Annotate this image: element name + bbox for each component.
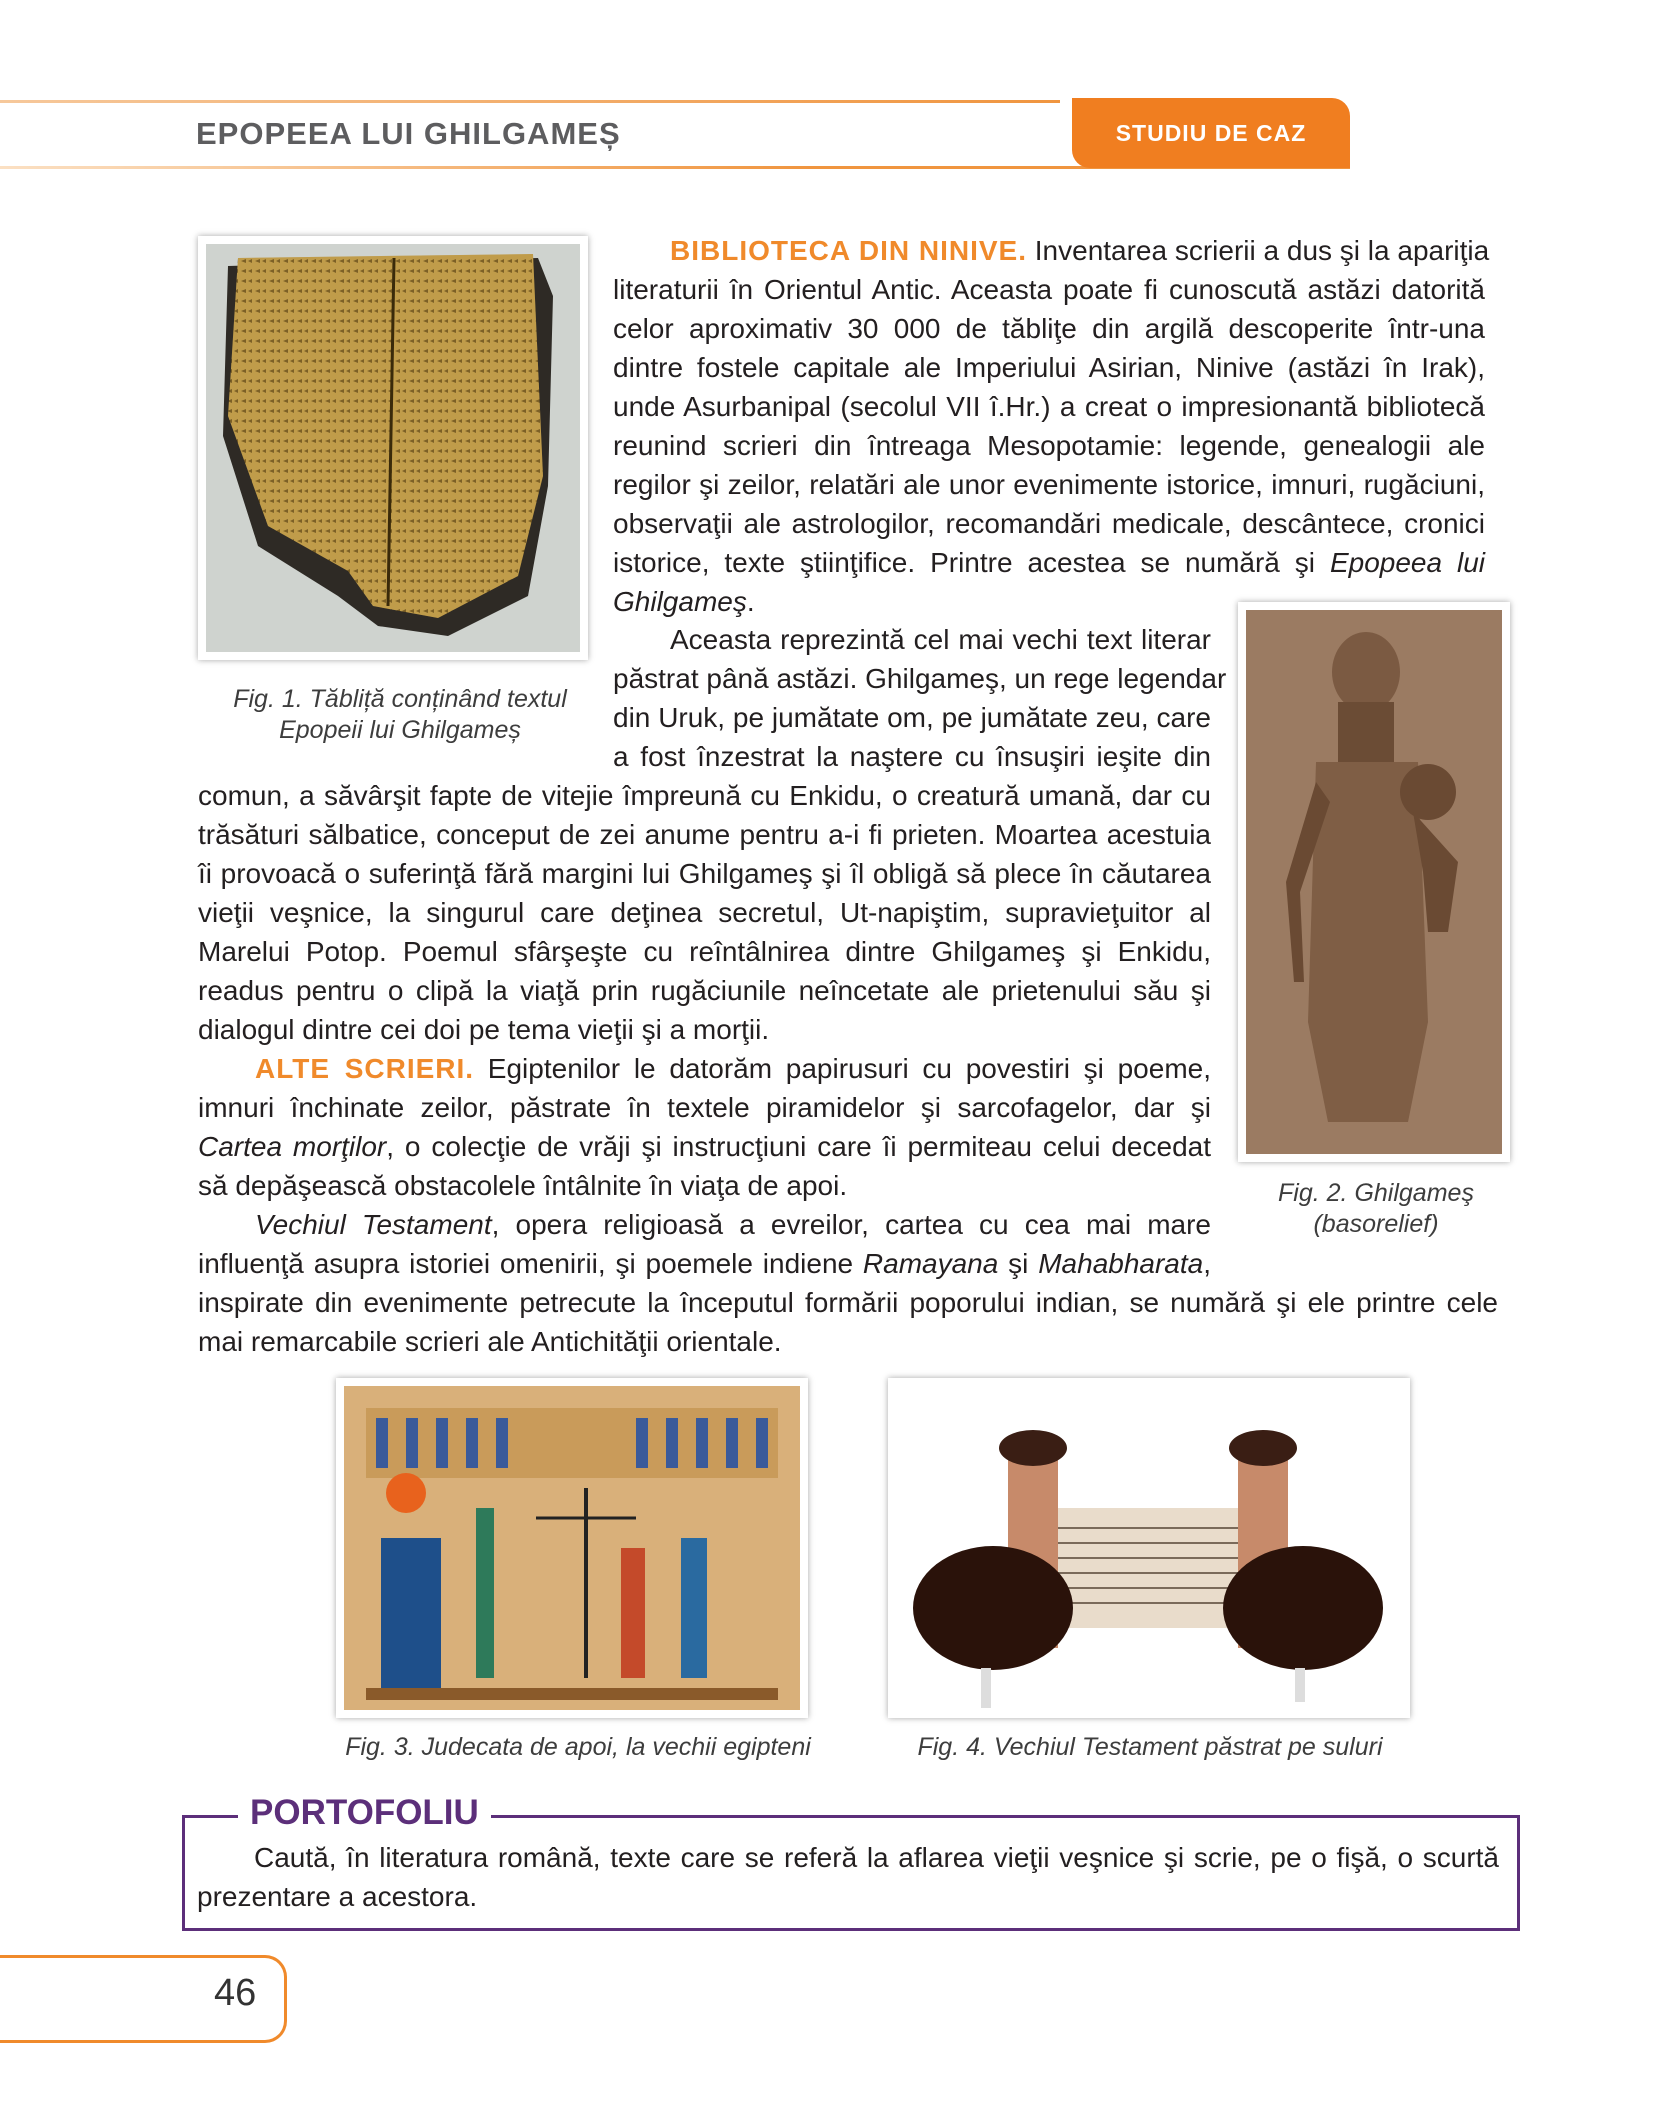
alte-line: să depăşească obstacolele întâlnite în viaţa de apoi. <box>198 1170 848 1201</box>
vt-line-2: influenţă asupra istoriei omenirii, şi poemele indiene Ramayana şi Mahabharata, <box>198 1248 1212 1279</box>
fig4-caption: Fig. 4. Vechiul Testament păstrat pe suluri <box>917 1733 1383 1761</box>
portofoliu-title: PORTOFOLIU <box>238 1792 491 1834</box>
alte-line: imnuri închinate zeilor, păstrate în textele piramidelor şi sarcofagelor, dar şi <box>198 1092 1211 1123</box>
para2-line: dialogul dintre cei doi pe tema vieţii şi a morţii. <box>198 1014 770 1045</box>
para2-line: îi provoacă o suferinţă fără margini lui Ghilgameş şi îl obligă să plece în căutarea <box>198 858 1211 889</box>
case-study-tag: STUDIU DE CAZ <box>1072 98 1350 168</box>
para2-line: vieţii veşnice, la singurul care deţinea secretul, Ut-napiştim, supravieţuitor al <box>198 897 1211 928</box>
biblioteca-line: dintre fostele capitale ale Imperiului Asirian, Ninive (astăzi în Irak), <box>613 352 1485 383</box>
para2-line: a fost înzestrat la naştere cu însuşiri ieşite din <box>613 741 1211 772</box>
epopeea-title: Epopeea lui <box>1329 547 1485 578</box>
header-top-rule <box>0 100 1060 103</box>
para2-line: trăsături sălbatice, conceput de zei anume pentru a-i fi prieten. Moartea acestuia <box>198 819 1211 850</box>
fig1-caption: Fig. 1. Tăbliță conținând textul Epopeii lui Ghilgameș <box>233 685 567 744</box>
page-number: 46 <box>214 1972 257 2014</box>
biblioteca-line: literaturii în Orientul Antic. Aceasta poate fi cunoscută astăzi datorită <box>613 274 1485 305</box>
para2-line: din Uruk, pe jumătate om, pe jumătate zeu, care <box>613 702 1211 733</box>
para2-line: comun, a săvârşit fapte de vitejie împreună cu Enkidu, o creatură umană, dar cu <box>198 780 1211 811</box>
mahabharata-title: Mahabharata <box>1038 1248 1204 1279</box>
fig3-papyrus-photo <box>336 1378 808 1718</box>
papyrus-image <box>336 1378 808 1718</box>
biblioteca-line: unde Asurbanipal (secolul VII î.Hr.) a creat o impresionantă bibliotecă <box>613 391 1485 422</box>
para2-line: Marelui Potop. Poemul sfârşeşte cu reîntâlnirea dintre Ghilgameş şi Enkidu, <box>198 936 1211 967</box>
vt-line: mai remarcabile scrieri ale Antichităţii orientale. <box>198 1326 782 1357</box>
fig3-caption: Fig. 3. Judecata de apoi, la vechii egipteni <box>345 1733 811 1761</box>
fig2-caption: Fig. 2. Ghilgameş (basorelief) <box>1278 1179 1474 1238</box>
vt-line: inspirate din evenimente petrecute la începutul formării poporului indian, se numără şi ele printre cele <box>198 1287 1498 1318</box>
paragraph-2-narrow <box>613 620 1227 776</box>
fig4-scroll-photo <box>888 1378 1410 1718</box>
cartea-mortilor-title: Cartea morţilor <box>198 1131 387 1162</box>
biblioteca-heading: BIBLIOTECA DIN NINIVE. <box>670 235 1027 266</box>
alte-scrieri-heading: ALTE SCRIERI. <box>255 1053 475 1084</box>
portofoliu-text: Caută, în literatura română, texte care se referă la aflarea vieţii veşnice şi scrie, pe o fişă, o scurtă prezentare a acestora. <box>197 1842 1499 1912</box>
ramayana-title: Ramayana <box>862 1248 999 1279</box>
para2-line: Aceasta reprezintă cel mai vechi text literar <box>670 624 1211 655</box>
biblioteca-line-1: BIBLIOTECA DIN NINIVE. Inventarea scrierii a dus şi la apariţia <box>670 235 1490 266</box>
paragraph-final <box>198 1283 1498 1361</box>
paragraph-2-wide <box>198 776 1211 1283</box>
tablet-image <box>198 236 588 660</box>
vechiul-testament-title: Vechiul Testament <box>255 1209 492 1240</box>
biblioteca-line: Ghilgameş. <box>613 586 755 617</box>
para2-line: readus pentru o clipă la viaţă prin rugăciunile neîncetate ale prietenului său şi <box>198 975 1211 1006</box>
biblioteca-line: regilor şi zeilor, relatări ale unor evenimente istorice, imnuri, rugăciuni, <box>613 469 1485 500</box>
para2-line: păstrat până astăzi. Ghilgameş, un rege legendar <box>613 663 1227 694</box>
ghilgames-title: Ghilgameş <box>613 586 747 617</box>
biblioteca-paragraph <box>613 231 1490 621</box>
scroll-image <box>888 1378 1410 1718</box>
biblioteca-line: observaţii ale astrologilor, recomandări medicale, descântece, cronici <box>613 508 1485 539</box>
alte-line-1: ALTE SCRIERI. Egiptenilor le datorăm papirusuri cu povestiri şi poeme, <box>255 1053 1211 1084</box>
fig2-basrelief-photo <box>1238 602 1510 1162</box>
alte-line: Cartea morţilor, o colecţie de vrăji şi instrucţiuni care îi permiteau celui decedat <box>198 1131 1211 1162</box>
biblioteca-line: istorice, texte ştiinţifice. Printre acestea se numără şi Epopeea lui <box>613 547 1485 578</box>
vt-line-1: Vechiul Testament, opera religioasă a evreilor, cartea cu cea mai mare <box>255 1209 1211 1240</box>
basrelief-image <box>1238 602 1510 1162</box>
fig1-tablet-photo <box>198 236 588 660</box>
chapter-title: EPOPEEA LUI GHILGAMEȘ <box>196 116 621 151</box>
biblioteca-line: celor aproximativ 30 000 de tăbliţe din argilă descoperite într-una <box>613 313 1485 344</box>
biblioteca-line: reunind scrieri din întreaga Mesopotamie: legende, genealogii ale <box>613 430 1485 461</box>
